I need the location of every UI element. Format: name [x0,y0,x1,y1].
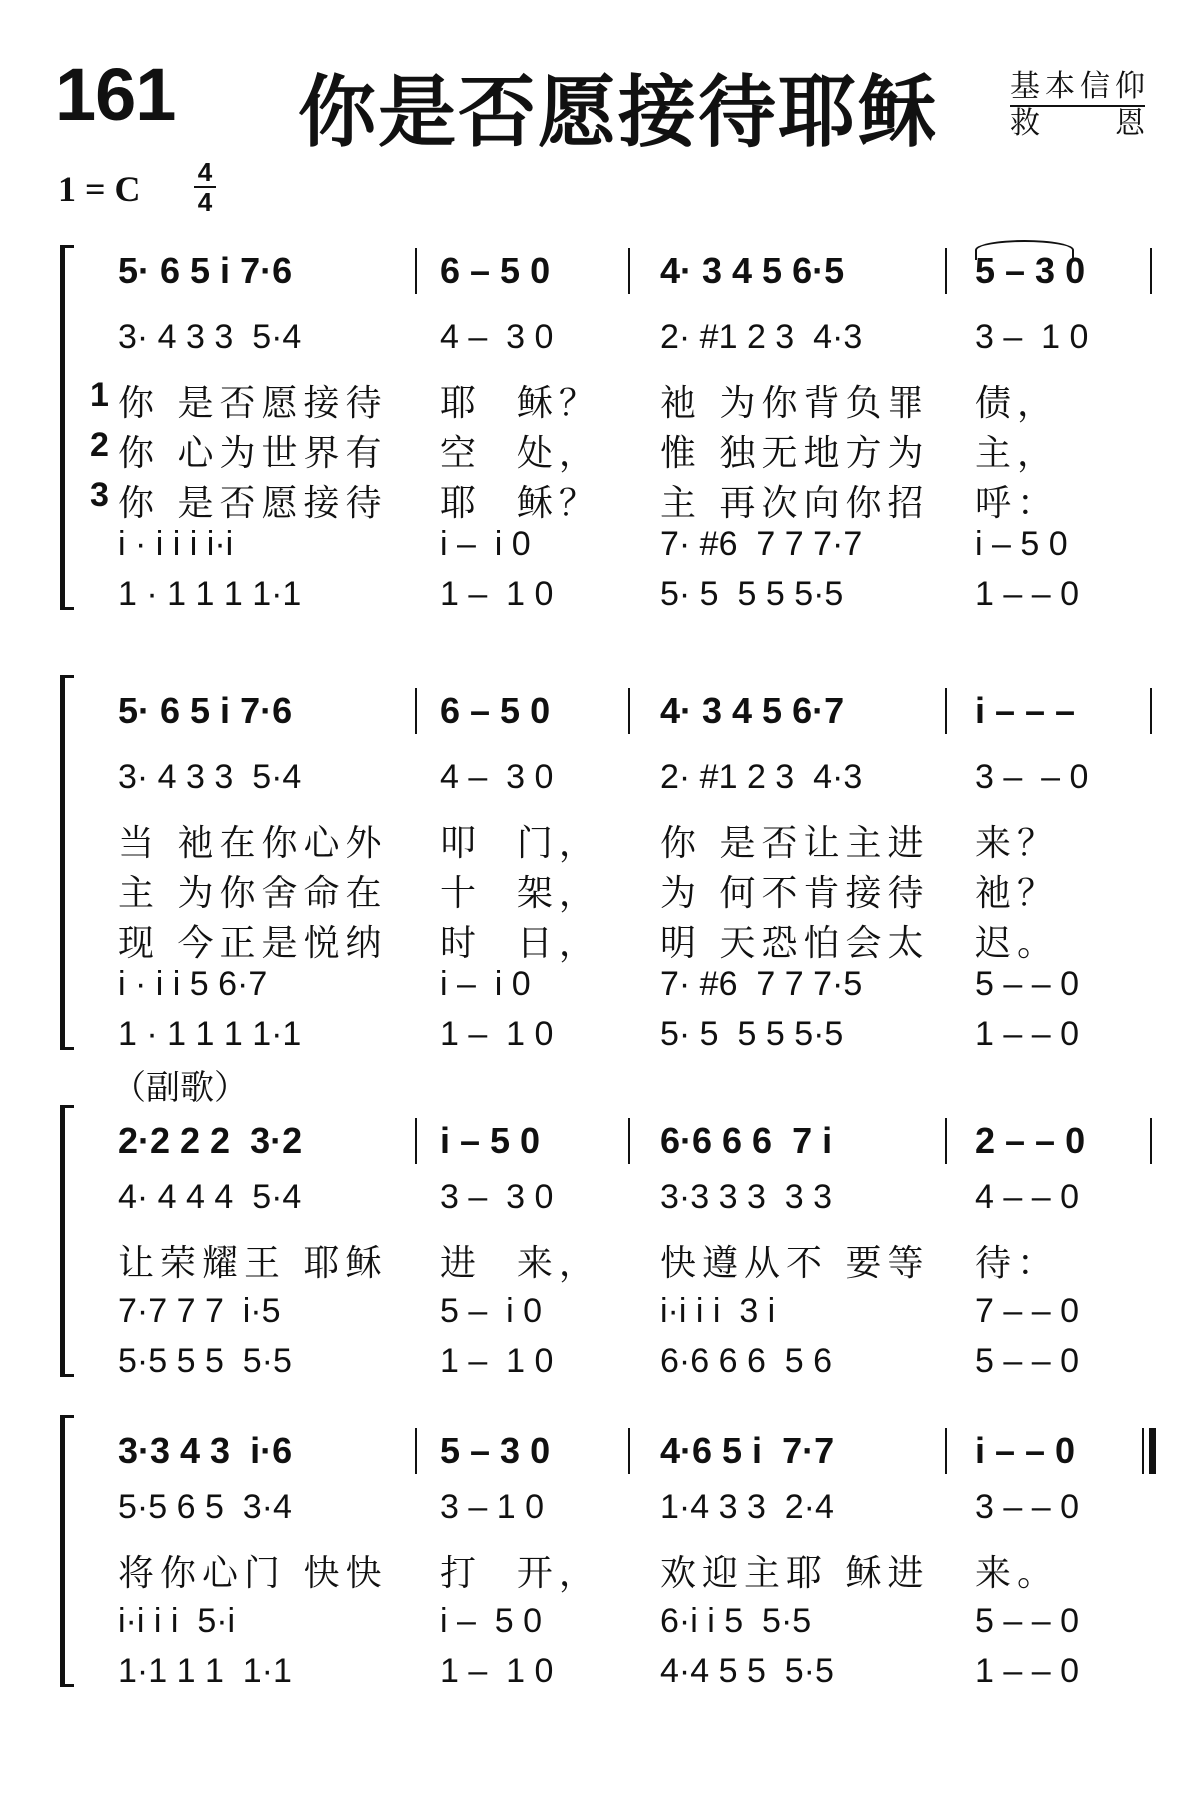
lyric-segment: 为 何不肯接待 [660,873,930,914]
lyric-segment: 时 日， [440,923,601,964]
voice-row [0,1342,1200,1382]
voice-measure-3: 6·i i 5 5·5 [660,1602,812,1640]
lyric-segment: 债， [975,383,1060,424]
voice-measure-2: 3 – 1 0 [440,1488,544,1526]
melody-measure-4: i – – – [975,690,1076,731]
voice-measure-2: 1 – 1 0 [440,1015,554,1053]
lyric-segment: 主 再次向你招 [660,483,930,524]
hymn-number: 161 [55,53,176,136]
lyric-segment: 叩 门， [440,823,601,864]
voice-row [0,575,1200,615]
melody-measure-1: 3·3 4 3 i·6 [118,1430,293,1471]
lyric-segment: 耶 稣？ [440,483,601,524]
voice-measure-1: 5·5 6 5 3·4 [118,1488,292,1526]
voice-measure-1: 7·7 7 7 i·5 [118,1292,281,1330]
lyric-segment: 你 是否愿接待 [118,383,388,424]
voice-measure-4: 7 – – 0 [975,1292,1079,1330]
voice-measure-1: 3· 4 3 3 5·4 [118,758,302,796]
lyric-segment: 当 祂在你心外 [118,823,388,864]
voice-measure-3: i·i i i 3 i [660,1292,776,1330]
voice-row [0,1292,1200,1332]
voice-measure-1: 5·5 5 5 5·5 [118,1342,292,1380]
voice-measure-3: 5· 5 5 5 5·5 [660,575,844,613]
verse-number: 3 [90,476,109,514]
voice-measure-4: i – 5 0 [975,525,1068,563]
voice-measure-2: i – 5 0 [440,1602,543,1640]
voice-measure-1: 1 · 1 1 1 1·1 [118,1015,302,1053]
voice-measure-2: 4 – 3 0 [440,318,554,356]
lyric-segment: 迟。 [975,923,1060,964]
melody-measure-2: 6 – 5 0 [440,250,551,291]
lyrics-line [0,475,1200,524]
voice-row [0,1488,1200,1528]
lyric-segment: 来？ [975,823,1060,864]
time-signature [192,158,218,216]
lyric-segment: 待： [975,1243,1060,1284]
lyric-segment: 主 为你舍命在 [118,873,388,914]
melody-measure-3: 4· 3 4 5 6·7 [660,690,845,731]
lyric-segment: 祂 为你背负罪 [660,383,930,424]
voice-measure-1: i·i i i 5·i [118,1602,236,1640]
voice-row [0,1178,1200,1218]
category-sub: 救恩 [1010,106,1145,141]
chorus-label: （副歌） [112,1068,248,1108]
voice-row [0,1015,1200,1055]
voice-measure-4: 1 – – 0 [975,1652,1079,1690]
melody-measure-4: 2 – – 0 [975,1120,1086,1161]
melody-measure-2: 6 – 5 0 [440,690,551,731]
lyric-segment: 你 心为世界有 [118,433,388,474]
voice-measure-4: 3 – 1 0 [975,318,1089,356]
voice-measure-1: 1·1 1 1 1·1 [118,1652,292,1690]
voice-measure-4: 5 – – 0 [975,1602,1079,1640]
lyric-segment: 快遵从不 要等 [660,1243,930,1284]
time-bottom: 4 [197,187,213,217]
lyrics-line [0,1235,1200,1284]
voice-measure-2: 4 – 3 0 [440,758,554,796]
lyrics-line [0,815,1200,864]
lyric-segment: 呼： [975,483,1060,524]
lyrics-line [0,375,1200,424]
voice-measure-2: i – i 0 [440,965,531,1003]
voice-measure-3: 6·6 6 6 5 6 [660,1342,833,1380]
voice-measure-4: 3 – – 0 [975,1488,1079,1526]
voice-measure-3: 1·4 3 3 2·4 [660,1488,834,1526]
melody-measure-1: 2·2 2 2 3·2 [118,1120,303,1161]
melody-row [0,1120,1200,1160]
lyric-segment: 主， [975,433,1060,474]
voice-measure-4: 5 – – 0 [975,965,1079,1003]
voice-measure-2: 1 – 1 0 [440,1342,554,1380]
voice-measure-2: 1 – 1 0 [440,1652,554,1690]
lyric-segment: 你 是否愿接待 [118,483,388,524]
voice-measure-2: 3 – 3 0 [440,1178,554,1216]
verse-number: 2 [90,426,109,464]
voice-measure-3: 7· #6 7 7 7·7 [660,525,863,563]
key-signature: 1 = C [58,169,141,209]
lyric-segment: 让荣耀王 耶稣 [118,1243,388,1284]
voice-measure-4: 5 – – 0 [975,1342,1079,1380]
lyrics-line [0,425,1200,474]
verse-number: 1 [90,376,109,414]
voice-measure-3: 5· 5 5 5 5·5 [660,1015,844,1053]
melody-measure-1: 5· 6 5 i 7·6 [118,690,293,731]
voice-measure-2: 1 – 1 0 [440,575,554,613]
voice-measure-2: 5 – i 0 [440,1292,543,1330]
voice-row [0,758,1200,798]
melody-row [0,690,1200,730]
category-main: 基本信仰 [1010,70,1145,107]
lyric-segment: 你 是否让主进 [660,823,930,864]
voice-measure-3: 7· #6 7 7 7·5 [660,965,863,1003]
lyric-segment: 将你心门 快快 [118,1553,388,1594]
voice-measure-4: 1 – – 0 [975,1015,1079,1053]
melody-measure-4: i – – 0 [975,1430,1076,1471]
lyric-segment: 打 开， [440,1553,601,1594]
melody-measure-2: i – 5 0 [440,1120,541,1161]
lyric-segment: 来。 [975,1553,1060,1594]
lyrics-line [0,1545,1200,1594]
lyric-segment: 耶 稣？ [440,383,601,424]
voice-row [0,318,1200,358]
lyric-segment: 空 处， [440,433,601,474]
voice-measure-1: i · i i i i·i [118,525,234,563]
voice-measure-4: 4 – – 0 [975,1178,1079,1216]
voice-measure-1: i · i i 5 6·7 [118,965,268,1003]
melody-row [0,1430,1200,1470]
melody-measure-3: 6·6 6 6 7 i [660,1120,833,1161]
lyric-segment: 明 天恐怕会太 [660,923,930,964]
melody-measure-3: 4· 3 4 5 6·5 [660,250,845,291]
lyric-segment: 现 今正是悦纳 [118,923,388,964]
voice-row [0,525,1200,565]
lyric-segment: 欢迎主耶 稣进 [660,1553,930,1594]
voice-measure-4: 1 – – 0 [975,575,1079,613]
voice-measure-2: i – i 0 [440,525,531,563]
lyric-segment: 进 来， [440,1243,601,1284]
voice-row [0,1652,1200,1692]
lyrics-line [0,915,1200,964]
melody-measure-2: 5 – 3 0 [440,1430,551,1471]
lyric-segment: 十 架， [440,873,601,914]
voice-measure-3: 2· #1 2 3 4·3 [660,758,863,796]
hymn-title: 你是否愿接待耶稣 [298,68,939,158]
voice-measure-1: 3· 4 3 3 5·4 [118,318,302,356]
voice-row [0,965,1200,1005]
lyric-segment: 惟 独无地方为 [660,433,930,474]
voice-measure-3: 2· #1 2 3 4·3 [660,318,863,356]
tie-slur [975,240,1074,260]
melody-measure-3: 4·6 5 i 7·7 [660,1430,835,1471]
voice-measure-3: 4·4 5 5 5·5 [660,1652,834,1690]
category [1010,70,1145,141]
time-top: 4 [197,157,213,187]
lyrics-line [0,865,1200,914]
voice-measure-1: 1 · 1 1 1 1·1 [118,575,302,613]
melody-measure-4: 5 – 3 0 [975,250,1086,291]
voice-measure-4: 3 – – 0 [975,758,1089,796]
melody-measure-1: 5· 6 5 i 7·6 [118,250,293,291]
lyric-segment: 祂？ [975,873,1060,914]
voice-measure-3: 3·3 3 3 3 3 [660,1178,833,1216]
voice-measure-1: 4· 4 4 4 5·4 [118,1178,302,1216]
voice-row [0,1602,1200,1642]
